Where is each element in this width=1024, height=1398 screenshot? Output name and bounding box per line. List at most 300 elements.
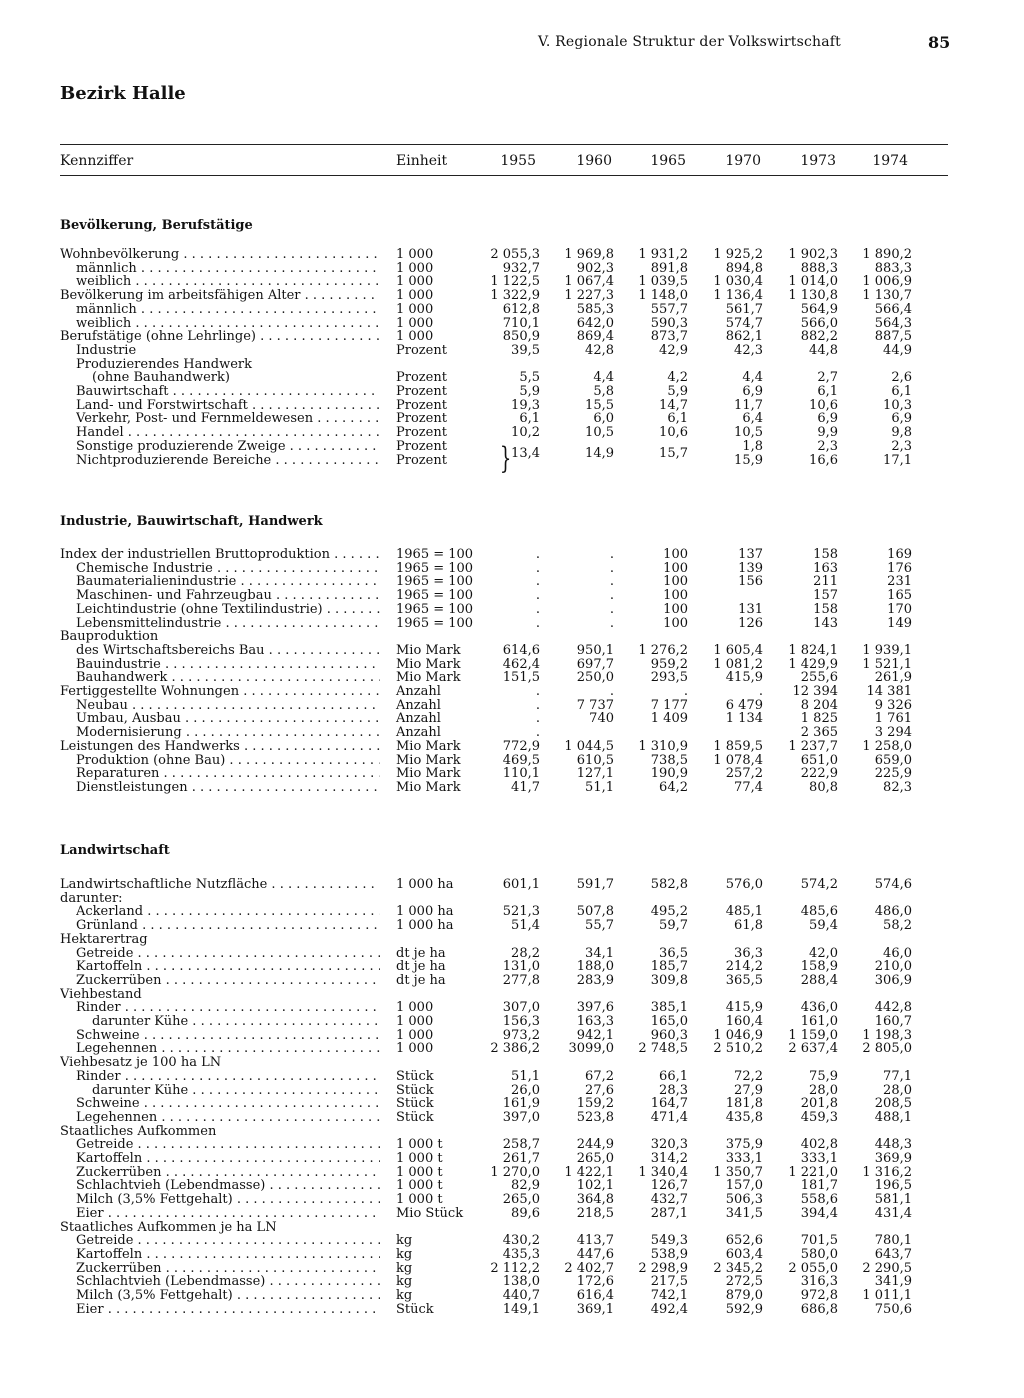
row-value: 486,0 xyxy=(874,904,912,920)
running-head: V. Regionale Struktur der Volkswirtschaft xyxy=(538,34,841,50)
row-value: . xyxy=(609,684,614,699)
row-label: Schlachtvieh (Lebendmasse) . . . xyxy=(76,1179,380,1193)
row-value: 176 xyxy=(887,560,912,576)
row-label: männlich . . . xyxy=(76,262,380,276)
row-value: 2,7 xyxy=(817,370,838,386)
row-value: 208,5 xyxy=(874,1096,912,1112)
row-value: 10,5 xyxy=(585,425,614,441)
page-number: 85 xyxy=(928,33,951,52)
row-value: 750,6 xyxy=(874,1301,912,1317)
row-value: 163 xyxy=(813,560,838,576)
row-value: 538,9 xyxy=(650,1246,688,1262)
row-value: 2 298,9 xyxy=(638,1260,688,1276)
table-row xyxy=(0,548,1024,562)
row-value: 959,2 xyxy=(650,656,688,672)
row-unit: Anzahl xyxy=(396,684,441,699)
row-unit: dt je ha xyxy=(396,959,446,975)
row-unit: 1 000 xyxy=(396,288,434,304)
row-value: 574,2 xyxy=(800,877,838,892)
row-unit: 1 000 xyxy=(396,301,434,317)
row-value: 1 902,3 xyxy=(788,247,838,262)
row-value: 44,9 xyxy=(883,342,912,358)
row-label: Kartoffeln . . . xyxy=(76,960,380,974)
row-value: 100 xyxy=(663,615,688,631)
row-value: 5,5 xyxy=(519,370,540,386)
table-row xyxy=(0,385,1024,399)
row-value: . xyxy=(535,697,540,713)
row-label: Berufstätige (ohne Lehrlinge) . . . xyxy=(60,330,380,344)
row-unit: 1 000 t xyxy=(396,1178,443,1194)
table-row xyxy=(0,562,1024,576)
row-label: Chemische Industrie . . . xyxy=(76,562,380,576)
row-value: 1 761 xyxy=(874,711,912,727)
row-value: 26,0 xyxy=(511,1082,540,1098)
row-label: Produktion (ohne Bau) . . . xyxy=(76,754,380,768)
row-value: 231 xyxy=(887,574,912,590)
row-value: 165,0 xyxy=(650,1014,688,1029)
row-value: 225,9 xyxy=(874,766,912,782)
row-label: Getreide . . . xyxy=(76,1234,380,1248)
row-value: 164,7 xyxy=(650,1096,688,1112)
row-value: 883,3 xyxy=(874,260,912,276)
row-label: Produzierendes Handwerk xyxy=(76,357,252,372)
row-value: 161,9 xyxy=(502,1096,540,1112)
row-value: 561,7 xyxy=(725,301,763,317)
row-value: 2 345,2 xyxy=(713,1260,763,1276)
row-value: 138,0 xyxy=(502,1274,540,1290)
row-value: 100 xyxy=(663,560,688,576)
row-value: 488,1 xyxy=(874,1109,912,1125)
row-value: . xyxy=(535,601,540,617)
row-value: 435,8 xyxy=(725,1109,763,1125)
row-value: 506,3 xyxy=(725,1192,763,1208)
table-row xyxy=(0,1111,1024,1125)
row-value: 397,6 xyxy=(576,1000,614,1016)
row-value: 34,1 xyxy=(585,945,614,961)
row-value: 564,3 xyxy=(874,315,912,331)
row-value: 1 422,1 xyxy=(564,1164,614,1180)
row-value: 950,1 xyxy=(576,642,614,658)
row-value: 780,1 xyxy=(874,1233,912,1249)
row-label: Bevölkerung im arbeitsfähigen Alter . . . xyxy=(60,289,380,303)
row-value: 2 055,3 xyxy=(490,247,540,262)
row-value: 265,0 xyxy=(576,1151,614,1166)
row-value: 1 350,7 xyxy=(713,1164,763,1180)
col-header-year: 1965 xyxy=(650,153,686,169)
table-row xyxy=(0,371,1024,385)
row-value: 738,5 xyxy=(650,752,688,768)
row-label: Sonstige produzierende Zweige . . . xyxy=(76,440,380,454)
row-value: 131,0 xyxy=(502,959,540,975)
row-value: 149 xyxy=(887,615,912,631)
row-value: 169 xyxy=(887,547,912,562)
row-value: 160,4 xyxy=(725,1014,763,1029)
section-title: Landwirtschaft xyxy=(60,843,170,858)
table-row xyxy=(0,399,1024,413)
row-label: Zuckerrüben . . . xyxy=(76,1262,380,1276)
row-value: 75,9 xyxy=(809,1068,838,1084)
row-unit: 1 000 ha xyxy=(396,877,454,892)
row-value: 170 xyxy=(887,601,912,617)
row-value: 250,0 xyxy=(576,670,614,686)
row-unit: Prozent xyxy=(396,425,447,441)
row-value: 742,1 xyxy=(650,1288,688,1303)
row-value: 3 294 xyxy=(874,725,912,741)
row-value: 1 340,4 xyxy=(638,1164,688,1180)
row-value: 973,2 xyxy=(502,1027,540,1043)
row-unit: Prozent xyxy=(396,411,447,427)
section-title: Industrie, Bauwirtschaft, Handwerk xyxy=(60,514,323,529)
table-row xyxy=(0,726,1024,740)
row-label: Ackerland . . . xyxy=(76,905,380,919)
table-row xyxy=(0,1056,1024,1070)
row-value: 564,9 xyxy=(800,301,838,317)
row-unit: 1 000 xyxy=(396,1027,434,1043)
row-value: 888,3 xyxy=(800,260,838,276)
row-unit: kg xyxy=(396,1233,413,1249)
row-value: 46,0 xyxy=(883,945,912,961)
row-value: . xyxy=(535,711,540,727)
row-value: 850,9 xyxy=(502,329,540,345)
row-value: 59,4 xyxy=(809,918,838,934)
row-value: 1 605,4 xyxy=(713,642,763,658)
row-value: 36,3 xyxy=(734,945,763,961)
row-value: 431,4 xyxy=(874,1205,912,1221)
table-row xyxy=(0,589,1024,603)
row-unit: Mio Mark xyxy=(396,670,461,686)
row-value: 158,9 xyxy=(800,959,838,975)
row-value: 2 637,4 xyxy=(788,1041,838,1057)
row-value: . xyxy=(758,684,763,699)
table-row xyxy=(0,740,1024,754)
row-value: 82,9 xyxy=(511,1178,540,1194)
row-value: 6,0 xyxy=(593,411,614,427)
row-unit: dt je ha xyxy=(396,972,446,988)
row-value: 306,9 xyxy=(874,972,912,988)
district-title: Bezirk Halle xyxy=(60,83,186,104)
row-value: 882,2 xyxy=(800,329,838,345)
col-header-unit: Einheit xyxy=(396,153,448,169)
table-row xyxy=(0,1248,1024,1262)
row-unit: 1 000 ha xyxy=(396,918,454,934)
row-value: 585,3 xyxy=(576,301,614,317)
row-value: 9 326 xyxy=(874,697,912,713)
row-value: 591,7 xyxy=(576,877,614,892)
row-label: Eier . . . xyxy=(76,1207,380,1221)
table-row xyxy=(0,781,1024,795)
row-unit: kg xyxy=(396,1246,413,1262)
row-value: 9,9 xyxy=(817,425,838,441)
row-unit: 1 000 xyxy=(396,315,434,331)
row-unit: Stück xyxy=(396,1082,434,1098)
row-label: Grünland . . . xyxy=(76,919,380,933)
row-unit: Prozent xyxy=(396,384,447,399)
row-value: 59,7 xyxy=(659,918,688,934)
row-value: 1 322,9 xyxy=(490,288,540,304)
row-value: 126,7 xyxy=(650,1178,688,1194)
row-value: 1,8 xyxy=(742,438,763,454)
row-label: Getreide . . . xyxy=(76,1138,380,1152)
row-value: 160,7 xyxy=(874,1014,912,1029)
row-unit: kg xyxy=(396,1274,413,1290)
row-value: 582,8 xyxy=(650,877,688,892)
row-value: 402,8 xyxy=(800,1137,838,1153)
row-value: 28,2 xyxy=(511,945,540,961)
row-value: 314,2 xyxy=(650,1151,688,1166)
row-label: weiblich . . . xyxy=(76,275,380,289)
row-value: 172,6 xyxy=(576,1274,614,1290)
row-label: Legehennen . . . xyxy=(76,1042,380,1056)
row-value: 2 748,5 xyxy=(638,1041,688,1057)
row-value: 697,7 xyxy=(576,656,614,672)
row-value: 1 429,9 xyxy=(788,656,838,672)
row-value: 5,9 xyxy=(519,384,540,399)
table-row xyxy=(0,289,1024,303)
row-value: 161,0 xyxy=(800,1014,838,1029)
row-value: 42,3 xyxy=(734,342,763,358)
row-value: 143 xyxy=(813,615,838,631)
row-unit: 1965 = 100 xyxy=(396,574,474,590)
row-value: 17,1 xyxy=(883,452,912,468)
table-row xyxy=(0,919,1024,933)
row-value: 139 xyxy=(738,560,763,576)
row-value: 137 xyxy=(738,547,763,562)
row-value: 1 011,1 xyxy=(862,1288,912,1303)
row-value: 72,2 xyxy=(734,1068,763,1084)
row-value: 210,0 xyxy=(874,959,912,975)
row-value: 2 290,5 xyxy=(862,1260,912,1276)
row-unit: Mio Stück xyxy=(396,1205,464,1221)
section-title: Bevölkerung, Berufstätige xyxy=(60,218,253,233)
row-value: 2 112,2 xyxy=(490,1260,540,1276)
row-value: 9,8 xyxy=(891,425,912,441)
row-value: 77,1 xyxy=(883,1068,912,1084)
row-value: 100 xyxy=(663,601,688,617)
row-value: 942,1 xyxy=(576,1027,614,1043)
row-value: 566,4 xyxy=(874,301,912,317)
row-value: 2,3 xyxy=(817,438,838,454)
col-header-year: 1960 xyxy=(576,153,612,169)
row-value: 894,8 xyxy=(725,260,763,276)
row-unit: Prozent xyxy=(396,342,447,358)
row-value: 255,6 xyxy=(800,670,838,686)
row-value: 159,2 xyxy=(576,1096,614,1112)
row-value: 459,3 xyxy=(800,1109,838,1125)
row-value: 28,3 xyxy=(659,1082,688,1098)
row-value: 7 737 xyxy=(576,697,614,713)
row-value: 869,4 xyxy=(576,329,614,345)
row-label: Wohnbevölkerung . . . xyxy=(60,248,380,262)
row-value: 557,7 xyxy=(650,301,688,317)
row-value: 642,0 xyxy=(576,315,614,331)
row-value: 2 365 xyxy=(800,725,838,741)
row-unit: Mio Mark xyxy=(396,656,461,672)
row-label: Land- und Forstwirtschaft . . . xyxy=(76,399,380,413)
row-value: 447,6 xyxy=(576,1246,614,1262)
row-value: . xyxy=(609,560,614,576)
row-value: 1 122,5 xyxy=(490,274,540,290)
row-label: Viehbesatz je 100 ha LN xyxy=(60,1056,222,1071)
row-label: Maschinen- und Fahrzeugbau . . . xyxy=(76,589,380,603)
row-value: 1 130,8 xyxy=(788,288,838,304)
row-value: 1 825 xyxy=(800,711,838,727)
row-value: 309,8 xyxy=(650,972,688,988)
row-value: 902,3 xyxy=(576,260,614,276)
row-unit: Prozent xyxy=(396,438,447,454)
row-label: Leistungen des Handwerks . . . xyxy=(60,740,380,754)
row-value: 218,5 xyxy=(576,1205,614,1221)
row-value: 42,8 xyxy=(585,342,614,358)
row-value: 80,8 xyxy=(809,779,838,795)
row-value: 283,9 xyxy=(576,972,614,988)
row-label: Bauhandwerk . . . xyxy=(76,671,380,685)
row-label: Schweine . . . xyxy=(76,1029,380,1043)
row-value: 471,4 xyxy=(650,1109,688,1125)
table-row xyxy=(0,303,1024,317)
table-row xyxy=(0,699,1024,713)
row-unit: Mio Mark xyxy=(396,738,461,754)
row-value: 28,0 xyxy=(809,1082,838,1098)
row-value: 385,1 xyxy=(650,1000,688,1016)
row-unit: kg xyxy=(396,1260,413,1276)
combined-value: 13,4 xyxy=(511,445,540,461)
row-value: 316,3 xyxy=(800,1274,838,1290)
row-unit: 1 000 xyxy=(396,1041,434,1057)
row-value: . xyxy=(609,547,614,562)
row-value: 610,5 xyxy=(576,752,614,768)
row-value: 55,7 xyxy=(585,918,614,934)
row-label: Getreide . . . xyxy=(76,947,380,961)
table-row xyxy=(0,575,1024,589)
row-value: 11,7 xyxy=(734,397,763,413)
col-header-year: 1973 xyxy=(800,153,836,169)
row-value: 14,7 xyxy=(659,397,688,413)
row-value: 397,0 xyxy=(502,1109,540,1125)
table-row xyxy=(0,644,1024,658)
row-value: 394,4 xyxy=(800,1205,838,1221)
row-value: 1 134 xyxy=(725,711,763,727)
row-label: Verkehr, Post- und Fernmeldewesen . . . xyxy=(76,412,380,426)
row-value: 1 046,9 xyxy=(713,1027,763,1043)
row-value: 100 xyxy=(663,588,688,604)
row-unit: Mio Mark xyxy=(396,779,461,795)
row-value: 614,6 xyxy=(502,642,540,658)
row-label: Industrie xyxy=(76,343,137,358)
row-value: 131 xyxy=(738,601,763,617)
table-row xyxy=(0,358,1024,372)
row-unit: Prozent xyxy=(396,370,447,386)
row-unit: Prozent xyxy=(396,397,447,413)
row-value: . xyxy=(535,588,540,604)
row-label: (ohne Bauhandwerk) xyxy=(92,371,230,386)
row-value: 6,1 xyxy=(817,384,838,399)
row-value: 1 521,1 xyxy=(862,656,912,672)
row-value: 558,6 xyxy=(800,1192,838,1208)
row-value: 261,9 xyxy=(874,670,912,686)
row-value: 972,8 xyxy=(800,1288,838,1303)
row-value: 549,3 xyxy=(650,1233,688,1249)
row-value: 4,4 xyxy=(742,370,763,386)
row-value: 430,2 xyxy=(502,1233,540,1249)
row-unit: Prozent xyxy=(396,452,447,468)
table-row xyxy=(0,617,1024,631)
row-unit: 1 000 t xyxy=(396,1164,443,1180)
row-value: 156,3 xyxy=(502,1014,540,1029)
row-value: 181,7 xyxy=(800,1178,838,1194)
row-value: 110,1 xyxy=(502,766,540,782)
row-value: 364,8 xyxy=(576,1192,614,1208)
row-value: 659,0 xyxy=(874,752,912,768)
row-value: 293,5 xyxy=(650,670,688,686)
row-value: 64,2 xyxy=(659,779,688,795)
row-value: 2 402,7 xyxy=(564,1260,614,1276)
row-value: 7 177 xyxy=(650,697,688,713)
row-value: 2 386,2 xyxy=(490,1041,540,1057)
row-label: Neubau . . . xyxy=(76,699,380,713)
row-value: 39,5 xyxy=(511,342,540,358)
row-value: 574,6 xyxy=(874,877,912,892)
row-value: 932,7 xyxy=(502,260,540,276)
header-rule-bottom xyxy=(60,175,948,176)
row-value: 157,0 xyxy=(725,1178,763,1194)
table-row xyxy=(0,1289,1024,1303)
row-value: 165 xyxy=(887,588,912,604)
row-value: 307,0 xyxy=(502,1000,540,1016)
row-label: Hektarertrag xyxy=(60,932,148,947)
row-label: Eier . . . xyxy=(76,1303,380,1317)
row-value: 66,1 xyxy=(659,1068,688,1084)
row-value: 16,6 xyxy=(809,452,838,468)
row-value: 1 890,2 xyxy=(862,247,912,262)
row-unit: 1965 = 100 xyxy=(396,547,474,562)
row-value: 157 xyxy=(813,588,838,604)
row-value: 261,7 xyxy=(502,1151,540,1166)
row-value: 89,6 xyxy=(511,1205,540,1221)
row-value: 41,7 xyxy=(511,779,540,795)
row-label: Bauwirtschaft . . . xyxy=(76,385,380,399)
row-value: 6,9 xyxy=(817,411,838,427)
row-value: 10,2 xyxy=(511,425,540,441)
row-value: 469,5 xyxy=(502,752,540,768)
row-value: 10,6 xyxy=(809,397,838,413)
row-unit: 1965 = 100 xyxy=(396,615,474,631)
row-value: 15,5 xyxy=(585,397,614,413)
row-value: 6,4 xyxy=(742,411,763,427)
row-value: 701,5 xyxy=(800,1233,838,1249)
table-row xyxy=(0,426,1024,440)
row-value: 432,7 xyxy=(650,1192,688,1208)
row-label: Milch (3,5% Fettgehalt) . . . xyxy=(76,1289,380,1303)
row-value: 126 xyxy=(738,615,763,631)
row-value: 102,1 xyxy=(576,1178,614,1194)
row-value: 1 931,2 xyxy=(638,247,688,262)
col-header-year: 1970 xyxy=(725,153,761,169)
row-value: 320,3 xyxy=(650,1137,688,1153)
row-label: Dienstleistungen . . . xyxy=(76,781,380,795)
row-label: darunter Kühe . . . xyxy=(92,1015,380,1029)
row-unit: Mio Mark xyxy=(396,752,461,768)
row-value: 67,2 xyxy=(585,1068,614,1084)
row-value: 77,4 xyxy=(734,779,763,795)
col-header-year: 1955 xyxy=(500,153,536,169)
row-value: 36,5 xyxy=(659,945,688,961)
row-value: 190,9 xyxy=(650,766,688,782)
row-value: 2 510,2 xyxy=(713,1041,763,1057)
row-value: 1 039,5 xyxy=(638,274,688,290)
row-value: 612,8 xyxy=(502,301,540,317)
row-value: 100 xyxy=(663,574,688,590)
row-unit: Stück xyxy=(396,1301,434,1317)
